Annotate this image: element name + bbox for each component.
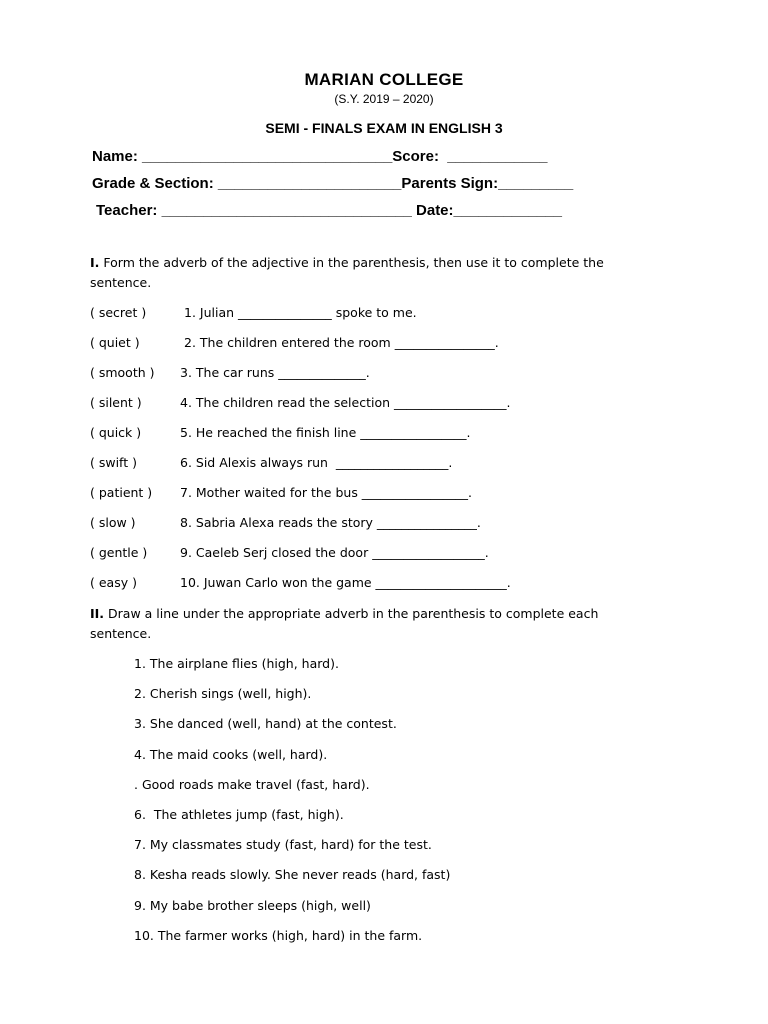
part1-item-cue: ( easy )	[90, 575, 137, 590]
grade-parents-field: Grade & Section: ______________________Parents Sign:_________	[92, 175, 574, 192]
part1-item-sentence: 5. He reached the finish line _________________.	[180, 425, 471, 440]
part1-item-cue: ( quiet )	[90, 335, 140, 350]
exam-title: SEMI - FINALS EXAM IN ENGLISH 3	[265, 120, 503, 136]
part1-item-cue: ( silent )	[90, 395, 142, 410]
name-score-field: Name: ______________________________Score: ____________	[92, 148, 548, 165]
part2-number: II.	[90, 606, 105, 621]
part1-item-cue: ( secret )	[90, 305, 147, 320]
part1-item-cue: ( slow )	[90, 515, 136, 530]
part2-instruction-text: Draw a line under the appropriate adverb in the parenthesis to complete each	[104, 606, 599, 621]
part2-item: 3. She danced (well, hand) at the contest.	[134, 716, 397, 732]
part2-item: 1. The airplane flies (high, hard).	[134, 656, 339, 671]
part1-item-cue: ( swift )	[90, 455, 137, 470]
part1-number: I.	[90, 255, 100, 270]
part1-item-sentence: 7. Mother waited for the bus _________________.	[180, 485, 473, 500]
part2-item: 10. The farmer works (high, hard) in the farm.	[134, 927, 423, 943]
part1-item-cue: ( quick )	[90, 425, 142, 440]
part1-item-cue: ( patient )	[90, 485, 153, 500]
part2-item: 4. The maid cooks (well, hard).	[134, 746, 328, 762]
part2-item: 9. My babe brother sleeps (high, well)	[134, 897, 371, 913]
teacher-date-field: Teacher: ______________________________ Date:_____________	[96, 202, 562, 219]
part1-instruction-text: Form the adverb of the adjective in the parenthesis, then use it to complete the	[99, 255, 604, 270]
part1-item-sentence: 6. Sid Alexis always run __________________.	[180, 455, 453, 470]
part1-item-sentence: 4. The children read the selection __________________.	[180, 395, 511, 410]
part2-instruction	[90, 606, 598, 621]
school-year: (S.Y. 2019 – 2020)	[334, 92, 434, 106]
part2-item: 6. The athletes jump (fast, high).	[134, 807, 344, 822]
school-name: MARIAN COLLEGE	[304, 70, 464, 89]
part1-item-sentence: 10. Juwan Carlo won the game _____________________.	[180, 575, 511, 590]
part2-instruction-cont: sentence.	[90, 626, 152, 641]
part1-item-cue: ( gentle )	[90, 545, 148, 560]
part2-item: . Good roads make travel (fast, hard).	[134, 776, 370, 792]
part1-item-sentence: 8. Sabria Alexa reads the story ________________.	[180, 515, 481, 530]
part1-item-sentence: 2. The children entered the room ________________.	[184, 335, 499, 350]
part1-item-cue: ( smooth )	[90, 365, 155, 380]
part1-item-sentence: 1. Julian _______________ spoke to me.	[184, 305, 417, 320]
part2-item: 7. My classmates study (fast, hard) for the test.	[134, 837, 432, 853]
part1-instruction-cont: sentence.	[90, 275, 152, 290]
part2-item: 2. Cherish sings (well, high).	[134, 686, 312, 702]
part2-item: 8. Kesha reads slowly. She never reads (hard, fast)	[134, 867, 451, 883]
part1-instruction	[90, 255, 604, 270]
part1-item-sentence: 9. Caeleb Serj closed the door __________________.	[180, 545, 489, 560]
part1-item-sentence: 3. The car runs ______________.	[180, 365, 370, 380]
